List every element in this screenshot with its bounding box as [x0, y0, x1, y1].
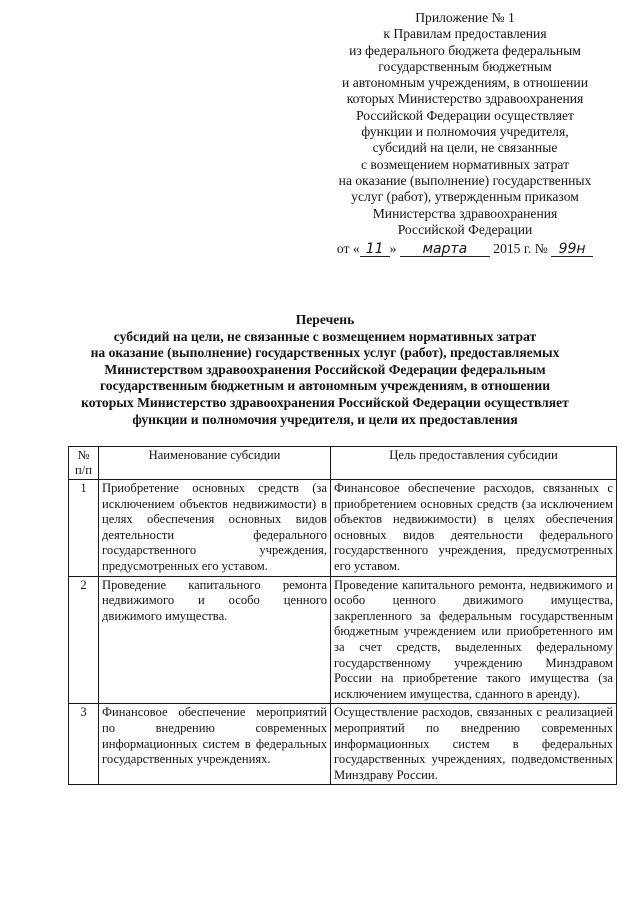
header-number-line1: №	[77, 448, 90, 462]
appendix-block	[300, 10, 630, 257]
table-row	[69, 480, 617, 577]
subsidy-name: Проведение капитального ремонта недвижимого и особо ценного движимого имущества.	[99, 576, 331, 704]
heading-line: которых Министерство здравоохранения Российской Федерации осуществляет	[81, 394, 569, 410]
subsidy-purpose: Финансовое обеспечение расходов, связанных с приобретением основных средств (за исключением объектов недвижимости) в целях обеспечения основных видов деятельности федерального государственного учреждения, предусмотренных его уставом.	[331, 480, 617, 577]
row-number: 2	[69, 576, 99, 704]
subsidy-purpose: Осуществление расходов, связанных с реализацией мероприятий по внедрению современных информационных систем в федеральных государственных учреждениях, подведомственных Минздраву России.	[331, 704, 617, 785]
order-number: 99н	[551, 242, 593, 257]
subsidy-name: Финансовое обеспечение мероприятий по внедрению современных информационных систем в федеральных государственных учреждениях.	[99, 704, 331, 785]
subsidies-table	[68, 446, 617, 785]
heading-line: функции и полномочия учредителя, и цели их предоставления	[132, 411, 518, 427]
table-row	[69, 576, 617, 704]
date-mid: »	[389, 241, 397, 257]
row-number: 1	[69, 480, 99, 577]
date-day: 11	[360, 242, 390, 257]
order-date-line	[300, 241, 630, 257]
appendix-line: услуг (работ), утвержденным приказом	[351, 189, 579, 205]
heading-line: Министерством здравоохранения Российской Федерации федеральным	[104, 361, 546, 377]
header-purpose: Цель предоставления субсидии	[331, 447, 617, 480]
header-number-line2: п/п	[75, 463, 92, 477]
appendix-line: функции и полномочия учредителя,	[361, 124, 569, 140]
appendix-line: государственным бюджетным	[378, 58, 552, 74]
date-month: марта	[400, 242, 490, 257]
heading-line: субсидий на цели, не связанные с возмещением нормативных затрат	[113, 328, 537, 344]
appendix-line: на оказание (выполнение) государственных	[338, 172, 592, 188]
header-number	[69, 447, 99, 480]
header-name: Наименование субсидии	[99, 447, 331, 480]
appendix-line: с возмещением нормативных затрат	[360, 156, 570, 172]
heading-title: Перечень	[295, 312, 355, 327]
table-row	[69, 704, 617, 785]
heading-line: государственным бюджетным и автономным учреждениям, в отношении	[99, 378, 551, 394]
appendix-line: Министерства здравоохранения	[372, 205, 558, 221]
date-prefix: от «	[336, 241, 360, 257]
appendix-line: и автономным учреждениям, в отношении	[342, 75, 588, 91]
table-header-row	[69, 447, 617, 480]
list-heading	[40, 312, 610, 428]
row-number: 3	[69, 704, 99, 785]
subsidy-purpose: Проведение капитального ремонта, недвижимого и особо ценного движимого имущества, закрепленного за федеральным государственным бюджетным учреждением или приобретенного им за счет средств, выделенных федеральному государственному учреждению Минздравом России на приобретение такого имущества (за исключением имущества, сданного в аренду).	[331, 576, 617, 704]
appendix-line: субсидий на цели, не связанные	[372, 140, 558, 156]
heading-line: на оказание (выполнение) государственных услуг (работ), предоставляемых	[90, 345, 560, 361]
date-year: 2015 г. №	[493, 241, 548, 257]
subsidy-name: Приобретение основных средств (за исключением объектов недвижимости) в целях обеспечения основных видов деятельности федерального государственного учреждения, предусмотренных его уставом.	[99, 480, 331, 577]
appendix-line: из федерального бюджета федеральным	[349, 42, 581, 58]
appendix-line: Российской Федерации осуществляет	[356, 107, 574, 123]
appendix-line: которых Министерство здравоохранения	[346, 91, 584, 107]
appendix-line: Приложение № 1	[415, 10, 515, 25]
appendix-line: Российской Федерации	[397, 221, 533, 237]
appendix-line: к Правилам предоставления	[383, 26, 547, 42]
